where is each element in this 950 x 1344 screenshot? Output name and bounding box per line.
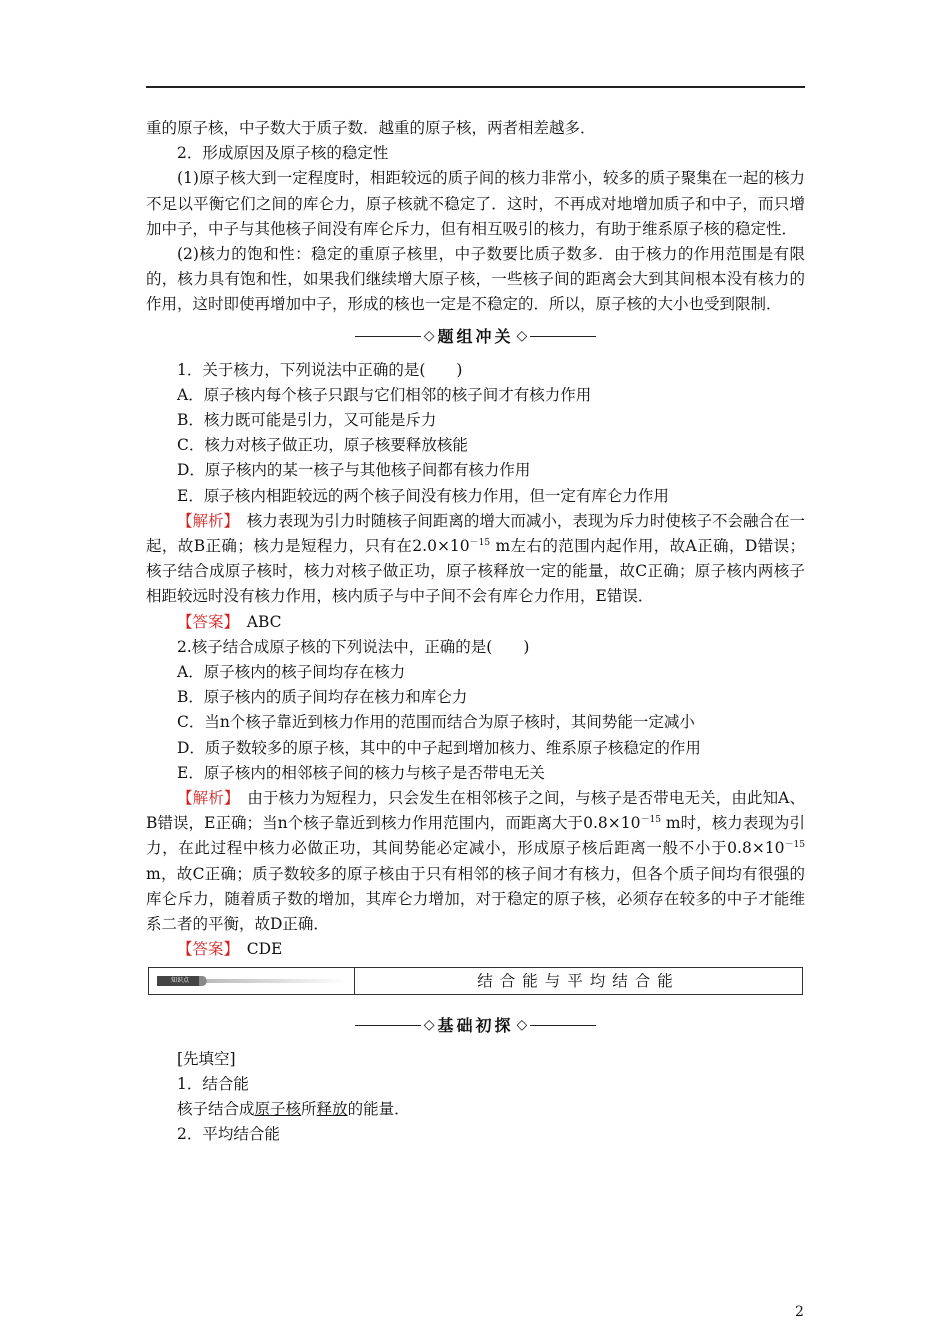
page-number: 2 [795,1304,804,1320]
diamond-icon: ◇ [516,328,528,345]
top-paragraph: 重的原子核，中子数大于质子数．越重的原子核，两者相差越多． [146,119,596,137]
knowledge-point-title: 结合能与平均结合能 [477,971,680,990]
q1-option-e: E．原子核内相距较远的两个核子间没有核力作用，但一定有库仑力作用 [177,486,669,505]
banner-basics [146,1013,805,1039]
banner-practice [146,324,805,350]
binding-energy-title: 1．结合能 [177,1074,249,1093]
q1-analysis: 【解析】 核力表现为引力时随核子间距离的增大而减小，表现为斥力时使核子不会融合在一起，故B正确；核力是短程力，只有在$2.0\times 10^{-15}$ m左右的范围内起作用，故A正确，D错误；核子结合成原子核时，核力对核子做正功，原子核释放一定的能量，故C正确；原子核内两核子相距较远时没有核力作用，核内质子与中子间不会有库仑力作用，E错误． [146,511,805,606]
q2-stem: 2.核子结合成原子核的下列说法中，正确的是( ) [177,637,530,656]
q2-option-e: E．原子核内的相邻核子间的核力与核子是否带电无关 [177,763,545,782]
diamond-icon: ◇ [423,328,435,345]
q1-stem: 1．关于核力，下列说法中正确的是( ) [177,360,463,379]
analysis-tag: 【解析】 [177,511,232,530]
q1-answer: 【答案】 ABC [177,612,282,631]
knowledge-chip: 知识点 [157,976,203,986]
banner-rule-left [355,1025,421,1026]
q1-option-c: C．核力对核子做正功，原子核要释放核能 [177,436,468,455]
q2-option-a: A．原子核内的核子间均存在核力 [177,663,406,682]
average-binding-energy-title: 2．平均结合能 [177,1125,280,1144]
q2-analysis: 【解析】 由于核力为短程力，只会发生在相邻核子之间，与核子是否带电无关，由此知A、B错误，E正确；当n个核子靠近到核力作用范围内，而距离大于$0.8\times 10^{-15}$ m时，核力表现为引力，在此过程中核力必做正功，其间势能必定减小，形成原子核后距离一般不小于$0.8\times 10^{-15}$ m，故C正确；质子数较多的原子核由于只有相邻的核子间才有核力，但各个质子间均有很强的库仑斥力，随着质子数的增加，其库仑力增加，对于稳定的原子核，必须存在较多的中子才能维系二者的平衡，故D正确． [146,789,805,934]
answer-tag: 【答案】 [177,612,232,631]
section-2-paragraph-2: (2)核力的饱和性：稳定的重原子核里，中子数要比质子数多．由于核力的作用范围是有限的，核力具有饱和性，如果我们继续增大原子核，一些核子间的距离会大到其间根本没有核力的作用，这时即使再增加中子，形成的核也一定是不稳定的．所以，原子核的大小也受到限制． [146,245,805,314]
section-2-paragraph-1: (1)原子核大到一定程度时，相距较远的质子间的核力非常小，较多的质子聚集在一起的核力不足以平衡它们之间的库仑力，原子核就不稳定了．这时，不再成对地增加质子和中子，而只增加中子，中子与其他核子间没有库仑斥力，但有相互吸引的核力，有助于维系原子核的稳定性． [146,169,805,238]
chip-cap [199,976,207,986]
banner-title: 题组冲关 [437,327,514,347]
section-2-title: 2．形成原因及原子核的稳定性 [177,144,389,163]
q1-option-b: B．核力既可能是引力，又可能是斥力 [177,411,437,430]
q1-option-d: D．原子核内的某一核子与其他核子间都有核力作用 [177,461,531,480]
fill-blank-label: [先填空] [177,1049,236,1068]
q2-answer: 【答案】 CDE [177,940,283,959]
diamond-icon: ◇ [423,1016,435,1033]
q2-option-c: C．当n个核子靠近到核力作用的范围而结合为原子核时，其间势能一定减小 [177,713,695,732]
chip-fade [207,979,347,983]
banner-rule-right [530,1025,596,1026]
header-rule [146,86,805,88]
knowledge-point-label [149,968,355,994]
banner-rule-left [355,336,421,337]
banner-title: 基础初探 [437,1015,514,1035]
page-content [146,116,805,1147]
binding-energy-definition: 核子结合成原子核所释放的能量． [177,1099,410,1118]
analysis-tag: 【解析】 [177,789,232,808]
q1-option-a: A．原子核内每个核子只跟与它们相邻的核子间才有核力作用 [177,385,592,404]
banner-rule-right [530,336,596,337]
q2-option-d: D．质子数较多的原子核，其中的中子起到增加核力、维系原子核稳定的作用 [177,738,701,757]
answer-tag: 【答案】 [177,940,232,959]
q2-option-b: B．原子核内的质子间均存在核力和库仑力 [177,688,468,707]
knowledge-point-box [148,967,803,995]
diamond-icon: ◇ [516,1016,528,1033]
